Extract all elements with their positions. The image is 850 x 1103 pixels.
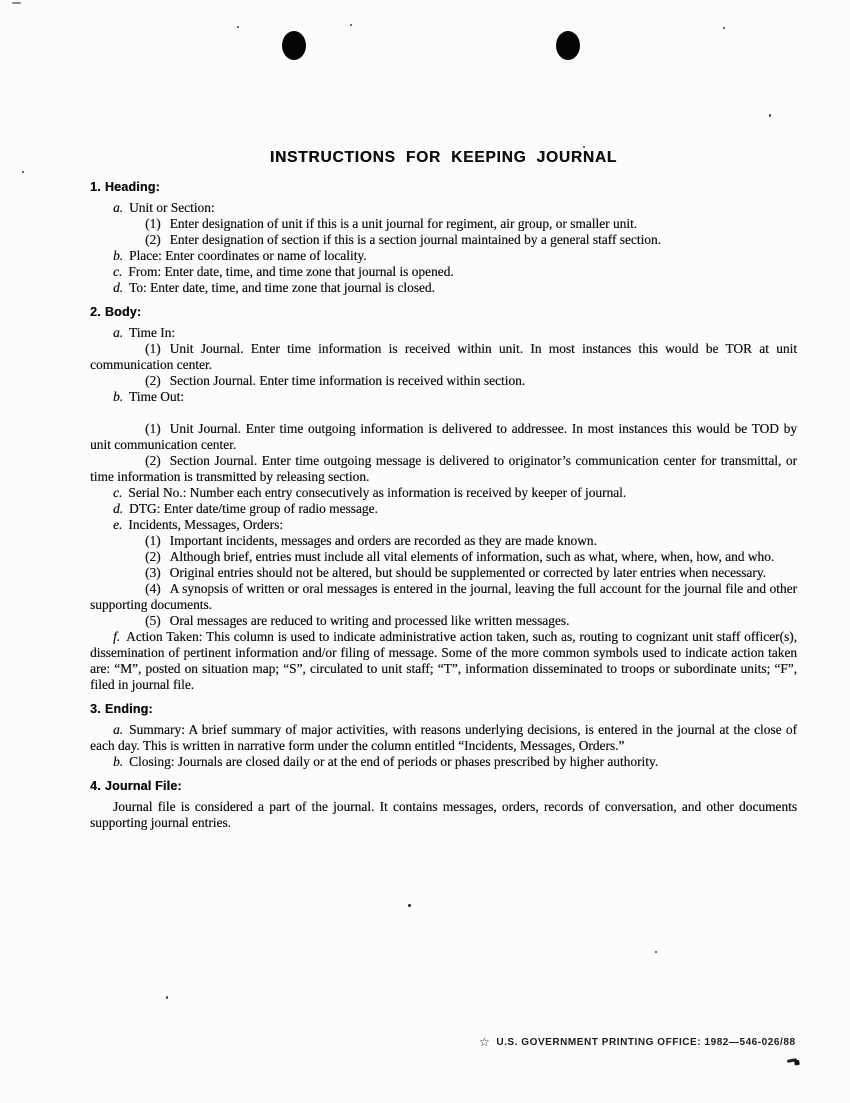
section-body-block bbox=[90, 304, 797, 693]
section-heading-block bbox=[90, 179, 797, 296]
para-1b bbox=[90, 248, 797, 264]
item-number: (2) bbox=[145, 453, 161, 468]
para-2b bbox=[90, 389, 797, 405]
item-text: Section Journal. Enter time information is received within section. bbox=[169, 373, 526, 388]
item-text: Unit Journal. Enter time outgoing information is delivered to addressee. In most instances this would be TOD by unit communication center. bbox=[90, 421, 797, 452]
item-letter: a. bbox=[113, 722, 124, 737]
gpo-footer-text: U.S. GOVERNMENT PRINTING OFFICE: 1982—546-026/88 bbox=[496, 1036, 796, 1048]
item-text: From: Enter date, time, and time zone that journal is opened. bbox=[128, 264, 454, 279]
scan-speck bbox=[655, 951, 657, 953]
para-2e5 bbox=[90, 613, 797, 629]
item-text: Unit or Section: bbox=[129, 200, 215, 215]
item-letter: a. bbox=[113, 200, 124, 215]
para-2d bbox=[90, 501, 797, 517]
para-1d bbox=[90, 280, 797, 296]
item-number: (3) bbox=[145, 565, 161, 580]
item-number: (4) bbox=[145, 581, 161, 596]
item-letter: b. bbox=[113, 754, 124, 769]
para-2a2 bbox=[90, 373, 797, 389]
item-text: Closing: Journals are closed daily or at the end of periods or phases prescribed by higher authority. bbox=[129, 754, 659, 769]
item-letter: b. bbox=[113, 389, 124, 404]
para-4 bbox=[90, 799, 797, 831]
item-number: (5) bbox=[145, 613, 161, 628]
scan-speck bbox=[12, 2, 21, 4]
item-text: Oral messages are reduced to writing and processed like written messages. bbox=[169, 613, 570, 628]
para-2a bbox=[90, 325, 797, 341]
item-letter: e. bbox=[113, 517, 123, 532]
para-2e3 bbox=[90, 565, 797, 581]
scan-speck bbox=[583, 146, 585, 148]
section-2-heading bbox=[90, 304, 797, 320]
item-text: Time In: bbox=[129, 325, 176, 340]
item-text: Section Journal. Enter time outgoing message is delivered to originator’s communication center for transmittal, or time information is transmitted by releasing section. bbox=[90, 453, 797, 484]
item-number: (1) bbox=[145, 533, 161, 548]
para-2e1 bbox=[90, 533, 797, 549]
item-letter: d. bbox=[113, 501, 124, 516]
item-text: A synopsis of written or oral messages is entered in the journal, leaving the full account for the journal file and other supporting documents. bbox=[90, 581, 797, 612]
para-1a1 bbox=[90, 216, 797, 232]
section-number: 4. bbox=[90, 779, 101, 793]
section-journal-file-block bbox=[90, 778, 797, 831]
item-text: Serial No.: Number each entry consecutively as information is received by keeper of journal. bbox=[128, 485, 627, 500]
scan-speck bbox=[237, 26, 239, 28]
scan-speck bbox=[22, 171, 24, 173]
item-number: (1) bbox=[145, 341, 161, 356]
item-number: (2) bbox=[145, 549, 161, 564]
item-text: Journal file is considered a part of the journal. It contains messages, orders, records of conversation, and other documents supporting journal entries. bbox=[90, 799, 797, 830]
section-title: Heading: bbox=[104, 180, 160, 194]
item-number: (1) bbox=[145, 216, 161, 231]
item-letter: a. bbox=[113, 325, 124, 340]
section-title: Journal File: bbox=[104, 779, 182, 793]
item-number: (2) bbox=[145, 373, 161, 388]
section-ending-block bbox=[90, 701, 797, 770]
item-letter: c. bbox=[113, 485, 123, 500]
hole-punch-left bbox=[282, 31, 306, 60]
item-letter: f. bbox=[113, 629, 121, 644]
item-letter: d. bbox=[113, 280, 124, 295]
section-title: Ending: bbox=[104, 702, 153, 716]
page-title: INSTRUCTIONS FOR KEEPING JOURNAL bbox=[269, 149, 618, 166]
para-1c bbox=[90, 264, 797, 280]
para-1a2 bbox=[90, 232, 797, 248]
para-2e4 bbox=[90, 581, 797, 613]
para-2e bbox=[90, 517, 797, 533]
section-1-heading bbox=[90, 179, 797, 195]
item-letter: c. bbox=[113, 264, 123, 279]
item-text: Important incidents, messages and orders are recorded as they are made known. bbox=[169, 533, 597, 548]
scan-speck bbox=[166, 996, 168, 999]
para-2f bbox=[90, 629, 797, 693]
document-content bbox=[90, 149, 797, 831]
item-text: Enter designation of unit if this is a unit journal for regiment, air group, or smaller unit. bbox=[169, 216, 638, 231]
item-text: Although brief, entries must include all vital elements of information, such as what, where, when, how, and who. bbox=[169, 549, 775, 564]
para-2a1 bbox=[90, 341, 797, 373]
item-number: (2) bbox=[145, 232, 161, 247]
item-text: Time Out: bbox=[129, 389, 184, 404]
section-title: Body: bbox=[104, 305, 142, 319]
item-text: To: Enter date, time, and time zone that journal is closed. bbox=[129, 280, 435, 295]
para-2b2 bbox=[90, 453, 797, 485]
item-text: Summary: A brief summary of major activities, with reasons underlying decisions, is entered in the journal at the close of each day. This is written in narrative form under the column entitled “Incidents, Messages, Orders.” bbox=[90, 722, 797, 753]
para-2c bbox=[90, 485, 797, 501]
para-1a bbox=[90, 200, 797, 216]
item-letter: b. bbox=[113, 248, 124, 263]
item-text: Original entries should not be altered, but should be supplemented or corrected by later entries when necessary. bbox=[169, 565, 766, 580]
scan-speck bbox=[350, 24, 352, 26]
para-3b bbox=[90, 754, 797, 770]
scan-mark bbox=[787, 1058, 797, 1063]
section-4-heading bbox=[90, 778, 797, 794]
section-number: 3. bbox=[90, 702, 101, 716]
scan-speck bbox=[408, 904, 411, 907]
gpo-footer bbox=[479, 1035, 796, 1049]
section-number: 1. bbox=[90, 180, 101, 194]
item-text: DTG: Enter date/time group of radio message. bbox=[129, 501, 378, 516]
item-text: Action Taken: This column is used to indicate administrative action taken, such as, routing to cognizant unit staff officer(s), dissemination of pertinent information and/or filing of message. Some of the more common symbols used to indicate action taken are: “M”, posted on situation map; “S”, circulated to unit staff; “T”, information disseminated to troops or subordinate units; “F”, filed in journal file. bbox=[90, 629, 797, 692]
para-2e2 bbox=[90, 549, 797, 565]
item-text: Place: Enter coordinates or name of locality. bbox=[129, 248, 367, 263]
scan-speck bbox=[723, 27, 725, 29]
section-number: 2. bbox=[90, 305, 101, 319]
item-text: Enter designation of section if this is a section journal maintained by a general staff section. bbox=[169, 232, 661, 247]
para-2b1 bbox=[90, 421, 797, 453]
hole-punch-right bbox=[556, 31, 580, 60]
item-text: Unit Journal. Enter time information is received within unit. In most instances this would be TOR at unit communication center. bbox=[90, 341, 797, 372]
section-3-heading bbox=[90, 701, 797, 717]
scan-speck bbox=[769, 114, 771, 117]
para-3a bbox=[90, 722, 797, 754]
item-text: Incidents, Messages, Orders: bbox=[128, 517, 283, 532]
star-icon: ☆ bbox=[479, 1035, 491, 1049]
item-number: (1) bbox=[145, 421, 161, 436]
